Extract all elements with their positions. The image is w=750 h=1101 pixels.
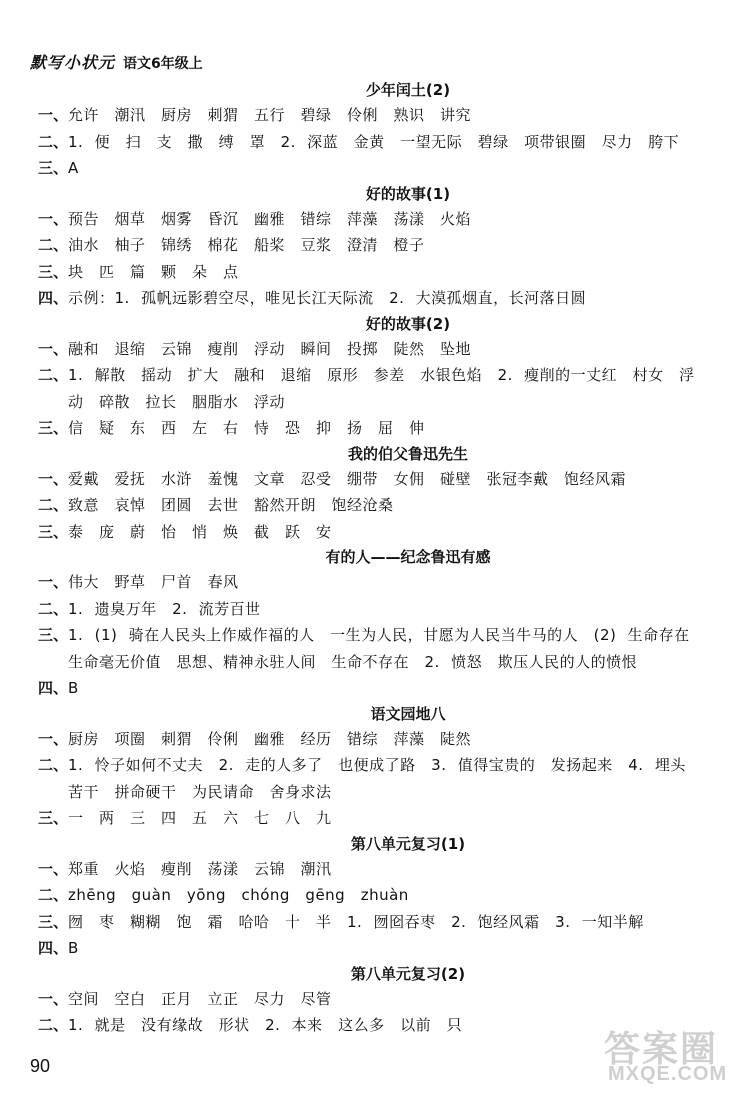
- item-number: 二、: [38, 132, 69, 151]
- item-answer-text: A: [68, 159, 79, 177]
- page-number: 90: [30, 1056, 51, 1076]
- answer-item: [38, 752, 698, 805]
- section-title: 我的伯父鲁迅先生: [347, 444, 468, 463]
- answer-item: [38, 259, 698, 286]
- item-number: 一、: [38, 106, 69, 124]
- item-answer-text: 致意 哀悼 团圆 去世 豁然开朗 饱经沧桑: [68, 496, 394, 514]
- answer-section: [38, 832, 698, 962]
- answer-section: [38, 702, 698, 832]
- watermark-logo-text: 答案圈: [604, 1029, 719, 1070]
- item-number: 一、: [38, 729, 69, 748]
- answer-section: [38, 442, 698, 546]
- item-answer-text: 油水 柚子 锦绣 棉花 船桨 豆浆 澄清 橙子: [68, 236, 425, 254]
- item-answer-text: 爱戴 爱抚 水浒 羞愧 文章 忍受 绷带 女佣 碰壁 张冠李戴 饱经风霜: [68, 469, 627, 488]
- subject-label: 语文6年级上: [123, 56, 203, 72]
- item-answer-text: 泰 庞 蔚 怡 悄 焕 截 跃 安: [68, 522, 332, 541]
- item-answer-text: 块 匹 篇 颗 朵 点: [68, 262, 239, 281]
- section-title: 好的故事(2): [365, 314, 451, 333]
- item-answer-text: 示例：1. 孤帆远影碧空尽，唯见长江天际流 2. 大漠孤烟直，长河落日圆: [68, 289, 587, 307]
- answer-item: [38, 622, 706, 675]
- item-answer-text: 融和 退缩 云锦 瘦削 浮动 瞬间 投掷 陡然 坠地: [68, 339, 472, 358]
- item-number: 三、: [38, 159, 69, 177]
- item-answer-text: 伟大 野草 尸首 春风: [68, 573, 239, 591]
- answer-item: [38, 155, 698, 182]
- item-answer-text: 郑重 火焰 瘦削 荡漾 云锦 潮汛: [68, 859, 332, 878]
- answer-item: [38, 909, 698, 936]
- answer-item: [38, 882, 698, 909]
- item-number: 二、: [38, 236, 69, 254]
- item-number: 四、: [38, 679, 69, 697]
- answer-section: [38, 78, 698, 182]
- answer-item: [38, 726, 698, 753]
- answer-content: [38, 78, 706, 1039]
- item-answer-text: 1. 遗臭万年 2. 流芳百世: [68, 599, 261, 618]
- item-answer-text: 空间 空白 正月 立正 尽力 尽管: [68, 989, 332, 1008]
- answer-section: [38, 182, 698, 312]
- answer-item: [38, 129, 698, 156]
- item-answer-text: 一 两 三 四 五 六 七 八 九: [68, 809, 332, 827]
- item-number: 三、: [38, 809, 69, 827]
- item-answer-text: B: [68, 939, 79, 957]
- section-title: 好的故事(1): [365, 184, 451, 203]
- item-number: 二、: [38, 886, 69, 904]
- answer-item: [38, 519, 698, 546]
- answer-item: [38, 986, 698, 1013]
- item-number: 三、: [38, 912, 69, 931]
- item-number: 二、: [38, 1016, 69, 1034]
- item-number: 一、: [38, 989, 69, 1008]
- item-number: 二、: [38, 366, 69, 384]
- item-answer-text: 信 疑 东 西 左 右 恃 恐 抑 扬 屈 伸: [68, 419, 425, 437]
- section-title: 第八单元复习(2): [350, 964, 466, 983]
- item-number: 二、: [38, 756, 69, 774]
- item-number: 一、: [38, 469, 69, 488]
- section-title: 语文园地八: [370, 704, 446, 723]
- answer-item: [38, 466, 698, 493]
- answer-item: [38, 805, 698, 832]
- item-number: 三、: [38, 262, 69, 281]
- answer-item: [38, 856, 698, 883]
- item-number: 一、: [38, 573, 69, 591]
- item-answer-text: 1. 解散 摇动 扩大 融和 退缩 原形 参差 水银色焰 2. 瘦削的一丈红 村女 浮动 碎散 拉长 胭脂水 浮动: [68, 366, 695, 411]
- item-answer-text: 预告 烟草 烟雾 昏沉 幽雅 错综 萍藻 荡漾 火焰: [68, 209, 472, 228]
- item-number: 一、: [38, 209, 69, 228]
- site-watermark: [598, 1021, 738, 1091]
- item-number: 三、: [38, 522, 69, 541]
- watermark-url: MXQE.COM: [608, 1063, 728, 1085]
- item-number: 一、: [38, 339, 69, 358]
- item-number: 三、: [38, 626, 69, 644]
- answer-item: [38, 675, 698, 702]
- answer-item: [38, 362, 698, 415]
- item-answer-text: 1. (1) 骑在人民头上作威作福的人 一生为人民，甘愿为人民当牛马的人 (2) 生命存在 生命毫无价值 思想、精神永驻人间 生命不存在 2. 愤怒 欺压人民的人的愤恨: [68, 626, 706, 671]
- item-number: 一、: [38, 859, 69, 878]
- item-answer-text: 1. 就是 没有缘故 形状 2. 本来 这么多 以前 只: [68, 1016, 463, 1034]
- item-answer-text: 囫 枣 糊糊 饱 霜 哈哈 十 半 1. 囫囵吞枣 2. 饱经风霜 3. 一知半解: [68, 912, 644, 931]
- item-number: 四、: [38, 289, 69, 307]
- answer-item: [38, 935, 698, 962]
- answer-item: [38, 336, 698, 363]
- answer-item: [38, 596, 698, 623]
- answer-item: [38, 206, 698, 233]
- item-number: 三、: [38, 419, 69, 437]
- item-answer-text: 1. 怜子如何不丈夫 2. 走的人多了 也便成了路 3. 值得宝贵的 发扬起来 4. 埋头苦干 拼命硬干 为民请命 舍身求法: [68, 756, 686, 801]
- answer-item: [38, 569, 698, 596]
- item-answer-text: 1. 便 扫 支 撒 缚 罩 2. 深蓝 金黄 一望无际 碧绿 项带银圈 尽力 胯下: [68, 132, 680, 151]
- section-title: 有的人——纪念鲁迅有感: [325, 548, 491, 566]
- item-answer-text: 允许 潮汛 厨房 刺猬 五行 碧绿 伶俐 熟识 讲究: [68, 106, 472, 124]
- brand-title: 默写小状元: [30, 53, 116, 72]
- answer-section: [38, 545, 706, 702]
- answer-section: [38, 312, 698, 442]
- section-title: 少年闰土(2): [365, 81, 451, 99]
- item-answer-text: 厨房 项圈 刺猬 伶俐 幽雅 经历 错综 萍藻 陡然: [68, 729, 472, 748]
- item-answer-text: B: [68, 679, 79, 697]
- item-number: 二、: [38, 599, 69, 618]
- answer-item: [38, 492, 698, 519]
- page-header: [30, 50, 203, 80]
- answer-item: [38, 102, 698, 129]
- item-number: 四、: [38, 939, 69, 957]
- answer-item: [38, 232, 698, 259]
- item-number: 二、: [38, 496, 69, 514]
- answer-item: [38, 415, 698, 442]
- item-answer-text: zhēng guàn yōng chóng gēng zhuàn: [68, 886, 409, 904]
- answer-item: [38, 285, 698, 312]
- section-title: 第八单元复习(1): [350, 834, 466, 853]
